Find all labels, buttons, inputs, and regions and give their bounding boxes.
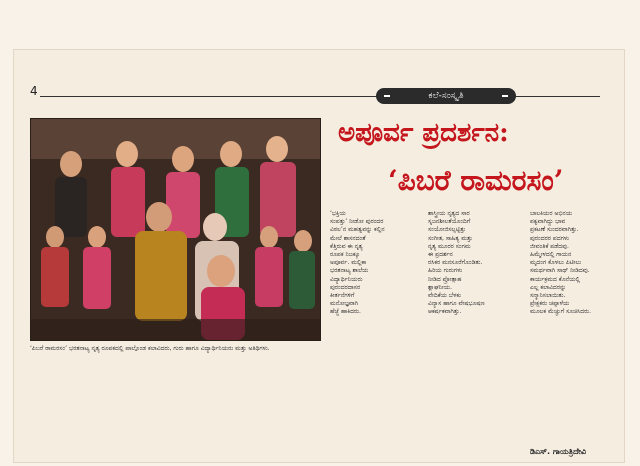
col1-line: ಪುರಂದರದಾಸರ — [330, 283, 361, 291]
page-number: 4 — [30, 84, 38, 98]
col3-line: ಬಾಲಕಿಯರ ಅಭಿನಯ — [530, 210, 573, 217]
col1-line: ಕೆತ್ತಿರುವ ಈ ನೃತ್ಯ — [330, 242, 363, 250]
col3-line: ಜೀವಂತಿಕೆ ಪಡೆದವು. — [530, 242, 569, 250]
header-rule — [40, 96, 600, 97]
headline-line-2: ‘ಪಿಬರೆ ರಾಮರಸಂ’ — [388, 164, 564, 197]
article-column-2 — [428, 210, 520, 317]
col1-line: ರೂಪಕ ನಿಜಕ್ಕೂ — [330, 251, 360, 259]
col2-line: ಸಂಯೋಜಿಸಲ್ಪಟ್ಟಿತ್ತು — [428, 226, 466, 234]
col3-line: ಪ್ರಕಟಣೆ ಸುಂದರವಾಗಿತ್ತು. — [530, 226, 579, 234]
col2-line: ಸೃಜನಶೀಲತೆಯೊಂದಿಗೆ — [428, 218, 471, 226]
col2-line: ನೀಡಿದ ಪ್ರೋತ್ಸಾಹ — [428, 275, 462, 283]
col2-line: ಶ್ಲಾಘನೀಯ. — [428, 283, 453, 291]
col3-line: ಸನ್ಮಾನಿಸಲಾಯಿತು. — [530, 292, 566, 300]
headline-line-1: ಅಪೂರ್ವ ಪ್ರದರ್ಶನ: — [338, 118, 509, 148]
col1-line: ಭರತನಾಟ್ಯ ಶಾಲೆಯ — [330, 267, 369, 275]
col3-line: ಕಾರ್ಯಕ್ರಮದ ಕೊನೆಯಲ್ಲಿ — [530, 275, 580, 283]
col3-line: ಎಲ್ಲ ಕಲಾವಿದರನ್ನು — [530, 283, 567, 291]
col2-line: ಆಕರ್ಷಕವಾಗಿತ್ತು. — [428, 308, 462, 316]
dancers-photo — [31, 119, 320, 340]
section-banner: ಕಲೆ-ಸಂಸ್ಕೃತಿ — [376, 88, 516, 104]
col1-line: ವಿದ್ಯಾರ್ಥಿನಿಯರು — [330, 275, 363, 283]
col1-line: ವಿಠಲ’ನ ಮಹತ್ವವನ್ನು ಕಲ್ಲಿನ — [330, 226, 385, 234]
col2-line: ಶಾಸ್ತ್ರೀಯ ನೃತ್ಯದ ಸಾರ — [428, 210, 470, 217]
col1-line: ಕೀರ್ತನೆಗಳಿಗೆ — [330, 292, 355, 300]
col3-line: ಹಿಮ್ಮೇಳದಲ್ಲಿ ಗಾಯನ — [530, 251, 572, 259]
col1-line: ಅಪೂರ್ವ. ಮಲ್ಲಿಕಾ — [330, 259, 367, 267]
col2-line: ವೇದಿಕೆಯ ಬೆಳಕು — [428, 292, 461, 300]
photo-caption: ‘ಪಿಬರೆ ರಾಮರಸಂ’ ಭರತನಾಟ್ಯ ನೃತ್ಯ ರೂಪಕದಲ್ಲಿ ಪಾಲ್ಗೊಂಡ ಕಲಾವಿದರು, ಗುರು ಹಾಗೂ ವಿದ್ಯಾರ್ಥಿನಿಯರು ಮತ್ತು ಅತಿಥಿಗಳು. — [30, 345, 270, 352]
col2-line: ಈ ಪ್ರದರ್ಶನ — [428, 251, 453, 259]
col3-line: ಪ್ರೇಕ್ಷಕರು ಚಪ್ಪಾಳೆಯ — [530, 300, 570, 308]
article-column-3 — [530, 210, 622, 317]
col2-line: ಹಿರಿಯ ಗುರುಗಳು — [428, 267, 463, 275]
col3-line: ಮೃದಂಗ ಕೊಳಲು ಪಿಟೀಲು — [530, 259, 582, 267]
col1-line: ‘ಭಕ್ತಿಯ — [330, 210, 346, 217]
col3-line: ಮೂಲಕ ಮೆಚ್ಚುಗೆ ಸೂಚಿಸಿದರು. — [530, 308, 592, 316]
col1-line: ಸಂಪತ್ತು’ ನೀಡೋ ಪುರಂದರ — [330, 218, 384, 226]
col3-line: ಪುರಂದರರ ಪದಗಳು — [530, 234, 569, 242]
col1-line: ಹೆಜ್ಜೆ ಹಾಕಿದರು. — [330, 308, 361, 316]
article-column-1 — [330, 210, 418, 317]
byline: ಡಿಎಸ್. ಗಾಯತ್ರಿದೇವಿ — [530, 447, 587, 456]
col1-line: ಮೇಲೆ ಶಾಸನದಂತೆ — [330, 234, 366, 242]
col2-line: ವಿನ್ಯಾಸ ಹಾಗೂ ವೇಷಭೂಷಣ — [428, 300, 485, 308]
col2-line: ರಸಿಕರ ಮನಸೂರೆಗೊಂಡಿತು. — [428, 259, 483, 267]
col3-line: ಪಕ್ವವಾಗಿದ್ದು ಭಾವ — [530, 218, 566, 226]
col2-line: ಸಂಗೀತ, ಸಾಹಿತ್ಯ ಮತ್ತು — [428, 234, 473, 242]
col1-line: ಮನೋಜ್ಞವಾಗಿ — [330, 300, 359, 308]
col3-line: ಸಮರ್ಥವಾಗಿ ಸಾಥ್ ನೀಡಿದವು. — [530, 267, 590, 275]
col2-line: ನೃತ್ಯ ಮೂರರ ಸಂಗಮ — [428, 242, 471, 250]
article-photo — [30, 118, 321, 341]
